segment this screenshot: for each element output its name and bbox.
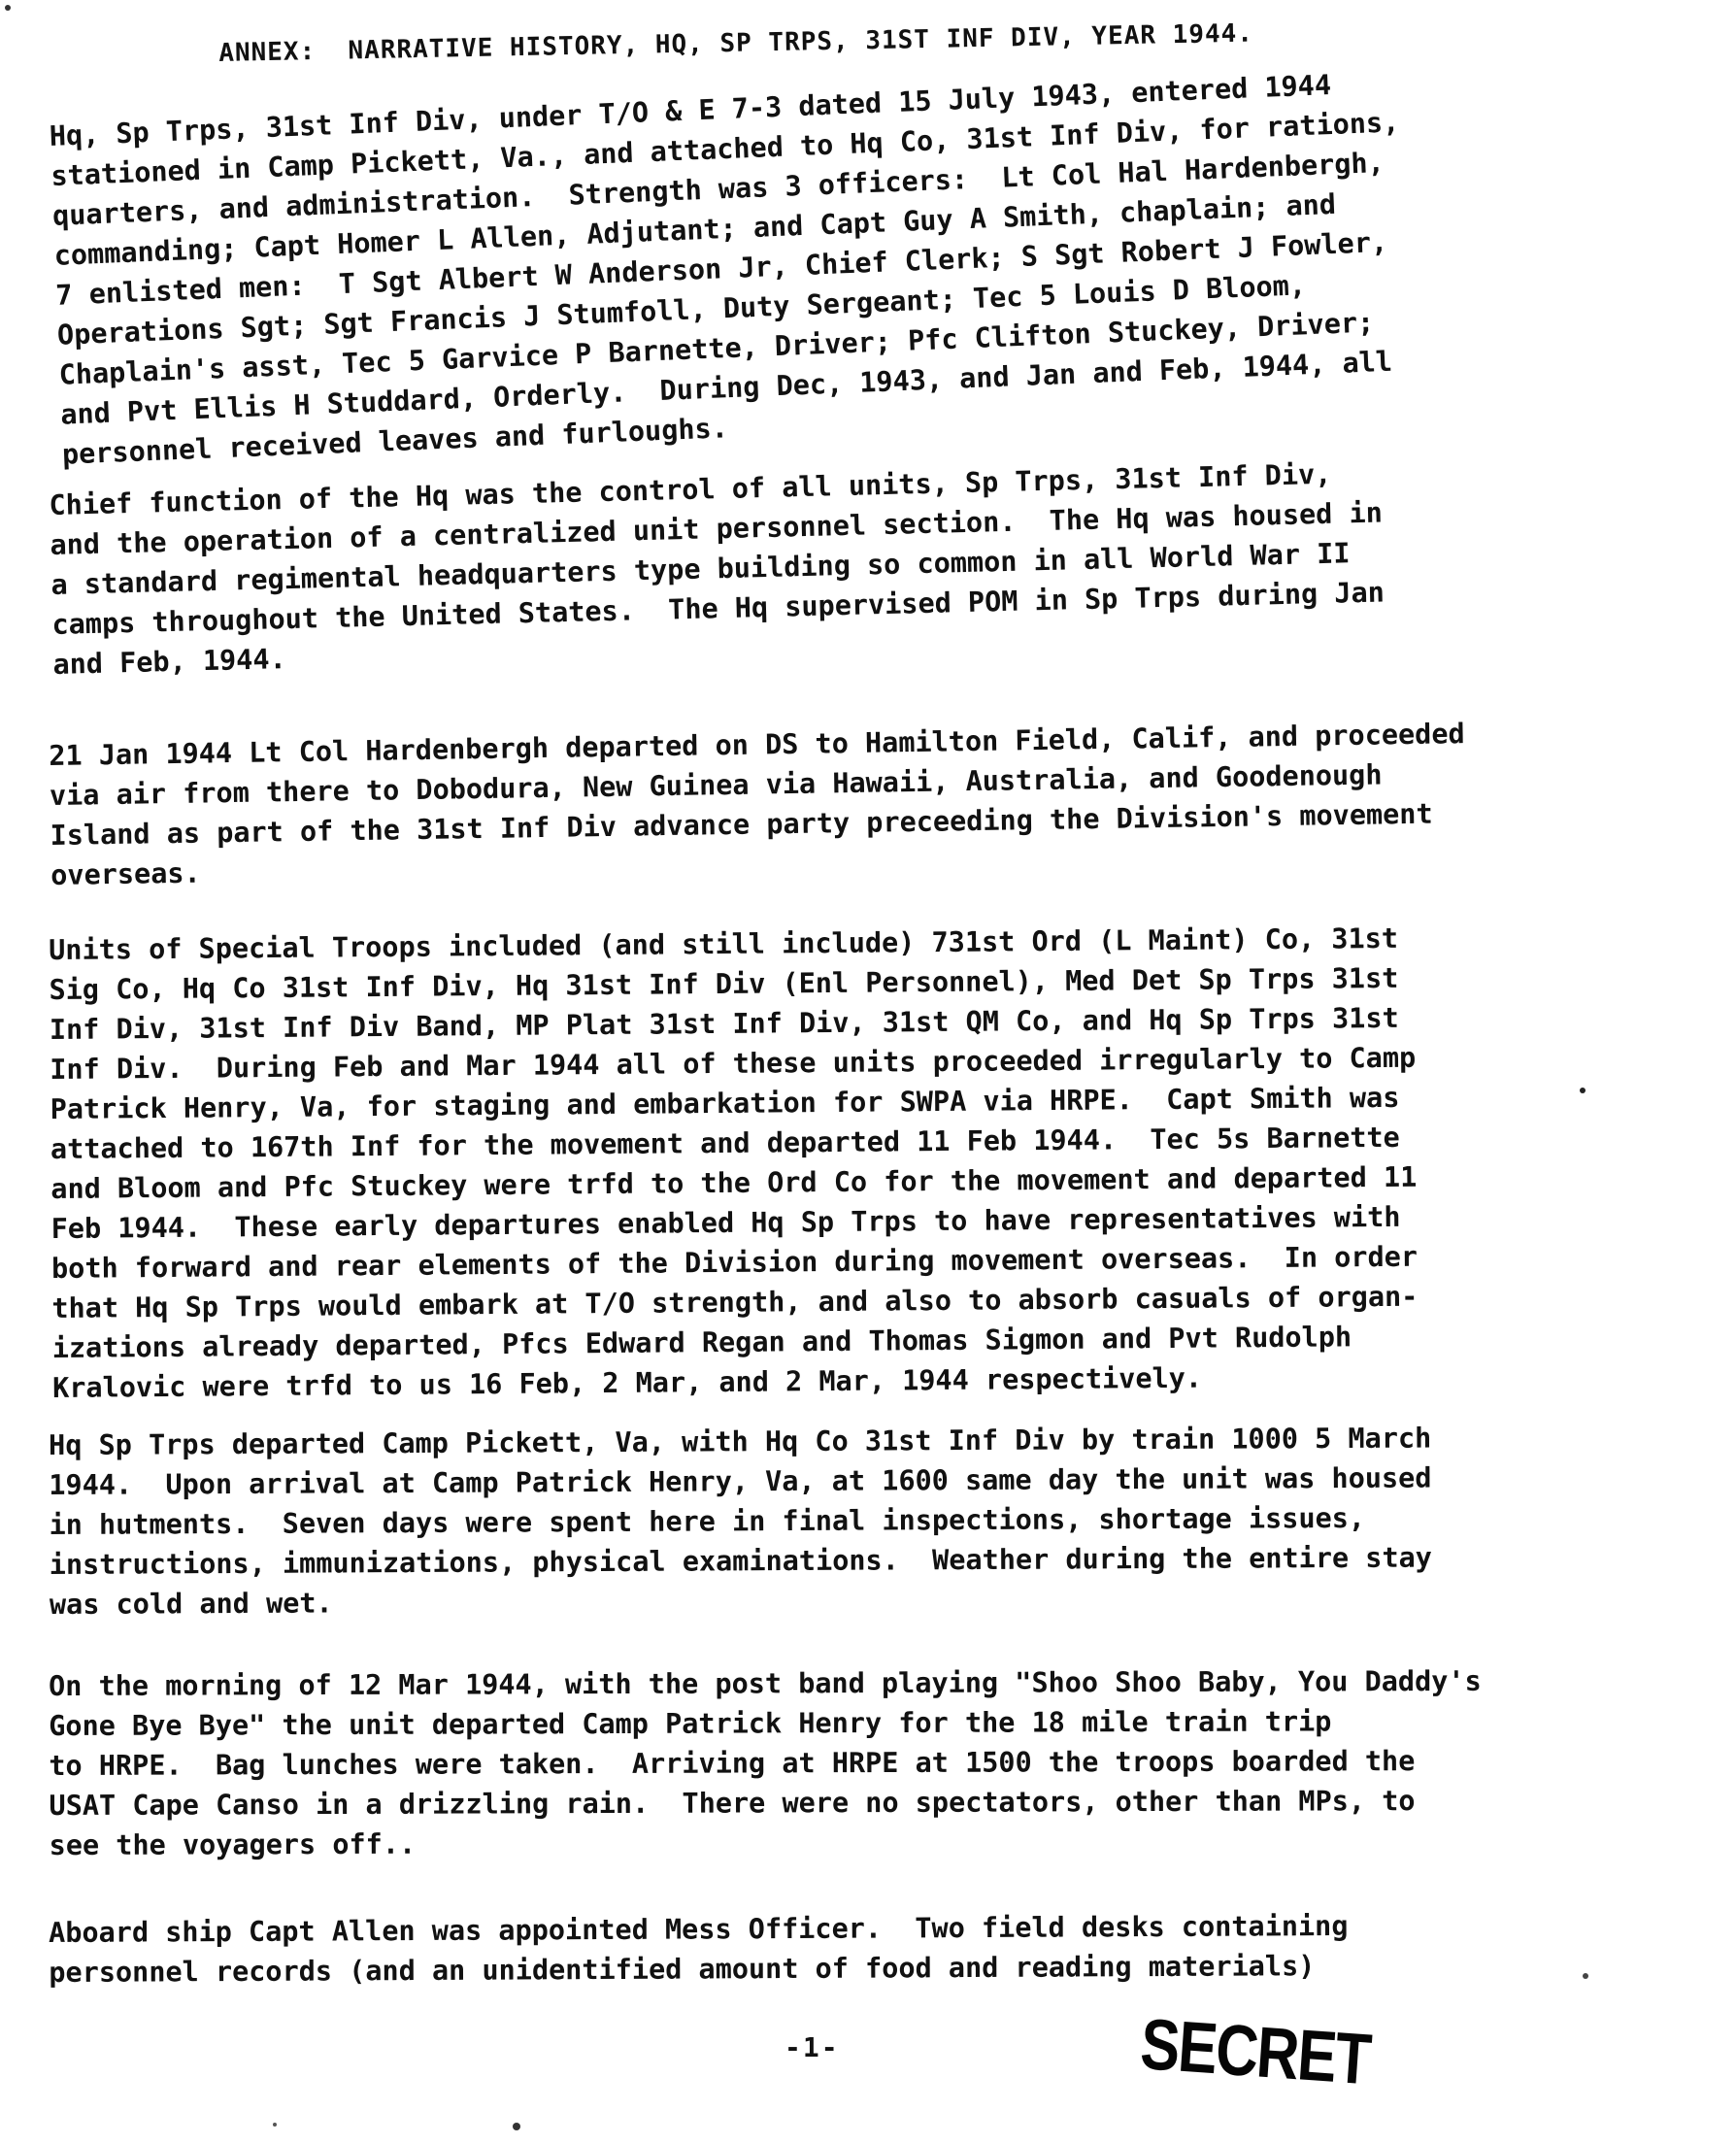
paragraph-3: 21 Jan 1944 Lt Col Hardenbergh departed on DS to Hamilton Field, Calif, and proceeded via air from there to Dobodura, New Guinea via Hawaii, Australia, and Goodenough Island as part of the 31st Inf Div advance party preceeding the Division's movement overseas. (49, 718, 1465, 891)
paragraph-2: Chief function of the Hq was the control of all units, Sp Trps, 31st Inf Div, and the operation of a centralized unit personnel section. The Hq was housed in a standard regimental headquarters type building so common in all World War II camps throughout the United States. The Hq supervised POM in Sp Trps during Jan and Feb, 1944. (49, 457, 1385, 681)
paragraph-4: Units of Special Troops included (and still include) 731st Ord (L Maint) Co, 31st Sig Co, Hq Co 31st Inf Div, Hq 31st Inf Div (Enl Personnel), Med Det Sp Trps 31st Inf Div, 31st Inf Div Band, MP Plat 31st Inf Div, 31st QM Co, and Hq Sp Trps 31st Inf Div. During Feb and Mar 1944 all of these units proceeded irregularly to Camp Patrick Henry, Va, for staging and embarkation for SWPA via HRPE. Capt Smith was attached to 167th Inf for the movement and departed 11 Feb 1944. Tec 5s Barnette and Bloom and Pfc Stuckey were trfd to the Ord Co for the movement and departed 11 Feb 1944. These early departures enabled Hq Sp Trps to have representatives with both forward and rear elements of the Division during movement overseas. In order that Hq Sp Trps would embark at T/O strength, and also to absorb casuals of organ- izations already departed, Pfcs Edward Regan and Thomas Sigmon and Pvt Rudolph Kralovic were trfd to us 16 Feb, 2 Mar, and 2 Mar, 1944 respectively. (49, 921, 1419, 1404)
paragraph-6: On the morning of 12 Mar 1944, with the post band playing "Shoo Shoo Baby, You Daddy's Gone Bye Bye" the unit departed Camp Patrick Henry for the 18 mile train trip to HRPE. Bag lunches were taken. Arriving at HRPE at 1500 the troops boarded the USAT Cape Canso in a drizzling rain. There were no spectators, other than MPs, to see the voyagers off.. (49, 1664, 1482, 1861)
paragraph-5: Hq Sp Trps departed Camp Pickett, Va, with Hq Co 31st Inf Div by train 1000 5 March 1944. Upon arrival at Camp Patrick Henry, Va, at 1600 same day the unit was housed in hutments. Seven days were spent here in final inspections, shortage issues, instructions, immunizations, physical examinations. Weather during the entire stay was cold and wet. (49, 1422, 1432, 1621)
document-title: ANNEX: NARRATIVE HISTORY, HQ, SP TRPS, 31ST INF DIV, YEAR 1944. (218, 18, 1254, 68)
page-number: -1- (785, 2031, 840, 2063)
secret-stamp: SECRET (1138, 2002, 1373, 2100)
paragraph-7: Aboard ship Capt Allen was appointed Mess Officer. Two field desks containing personnel records (and an unidentified amount of food and reading materials) (49, 1909, 1349, 1989)
paragraph-1: Hq, Sp Trps, 31st Inf Div, under T/O & E 7-3 dated 15 July 1943, entered 1944 stationed in Camp Pickett, Va., and attached to Hq Co, 31st Inf Div, for rations, quarters, and administration. Strength was 3 officers: Lt Col Hal Hardenbergh, commanding; Capt Homer L Allen, Adjutant; and Capt Guy A Smith, chaplain; and 7 enlisted men: T Sgt Albert W Anderson Jr, Chief Clerk; S Sgt Robert J Fowler, Operations Sgt; Sgt Francis J Stumfoll, Duty Sergeant; Tec 5 Louis D Bloom, Chaplain's asst, Tec 5 Garvice P Barnette, Driver; Pfc Clifton Stuckey, Driver; and Pvt Ellis H Studdard, Orderly. During Dec, 1943, and Jan and Feb, 1944, all personnel received leaves and furloughs. (49, 68, 1400, 471)
